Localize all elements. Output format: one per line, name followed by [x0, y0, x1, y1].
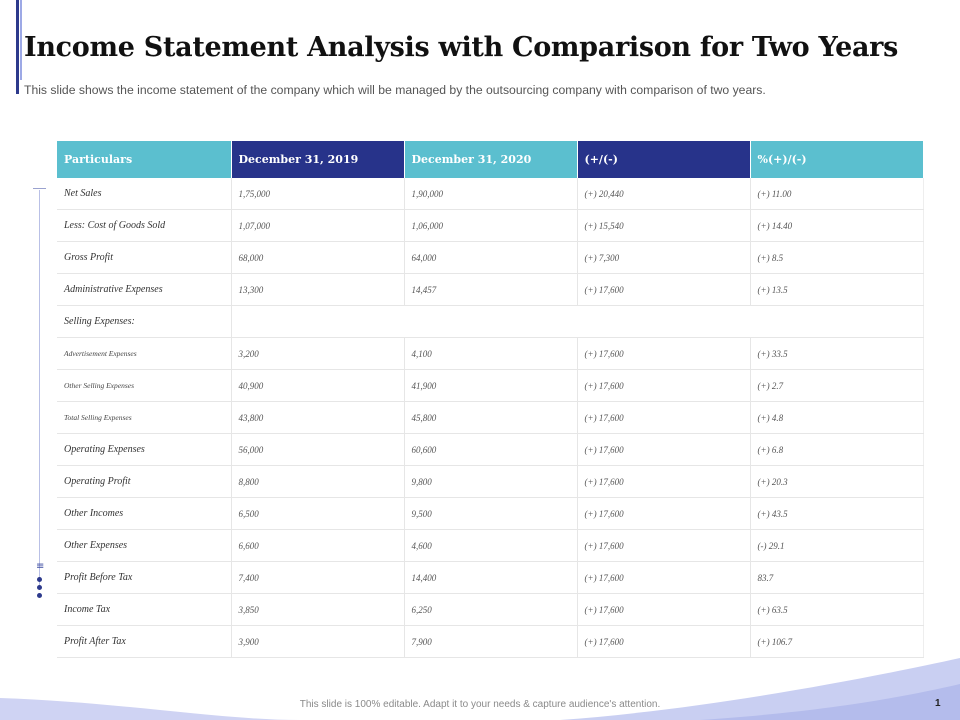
table-row [57, 370, 923, 402]
value-change: (+) 17,600 [577, 338, 750, 370]
value-2020: 4,600 [404, 530, 577, 562]
value-2019: 68,000 [231, 242, 404, 274]
side-decor-line [39, 190, 40, 590]
value-2019: 3,900 [231, 626, 404, 658]
value-percent: 83.7 [750, 562, 923, 594]
row-label: Profit After Tax [57, 626, 231, 658]
value-2019: 40,900 [231, 370, 404, 402]
row-label: Profit Before Tax [57, 562, 231, 594]
table-row [57, 178, 923, 210]
row-label: Operating Profit [57, 466, 231, 498]
value-2019: 3,850 [231, 594, 404, 626]
section-empty-cell [231, 306, 923, 338]
table-row [57, 562, 923, 594]
header-percent-change: %(+)/(-) [750, 141, 923, 178]
value-percent: (+) 13.5 [750, 274, 923, 306]
value-percent: (+) 11.00 [750, 178, 923, 210]
side-line-cap [33, 188, 46, 189]
value-percent: (+) 20.3 [750, 466, 923, 498]
title-accent-bar-light [20, 0, 22, 80]
value-change: (+) 17,600 [577, 594, 750, 626]
row-label: Operating Expenses [57, 434, 231, 466]
table-row [57, 338, 923, 370]
value-2019: 3,200 [231, 338, 404, 370]
row-label: Net Sales [57, 178, 231, 210]
value-percent: (+) 8.5 [750, 242, 923, 274]
value-2019: 6,600 [231, 530, 404, 562]
value-percent: (+) 63.5 [750, 594, 923, 626]
value-change: (+) 17,600 [577, 498, 750, 530]
value-change: (+) 17,600 [577, 434, 750, 466]
slide-title: Income Statement Analysis with Comparison for Two Years [24, 32, 899, 63]
table-row [57, 466, 923, 498]
value-change: (+) 17,600 [577, 562, 750, 594]
row-label: Advertisement Expenses [57, 338, 231, 370]
value-2020: 60,600 [404, 434, 577, 466]
value-2020: 14,457 [404, 274, 577, 306]
value-2019: 7,400 [231, 562, 404, 594]
row-label: Less: Cost of Goods Sold [57, 210, 231, 242]
header-particulars: Particulars [57, 141, 231, 178]
value-2019: 6,500 [231, 498, 404, 530]
menu-icon: ≡ [36, 561, 45, 572]
table-row [57, 498, 923, 530]
value-percent: (+) 2.7 [750, 370, 923, 402]
header-dec-2019: December 31, 2019 [231, 141, 404, 178]
value-percent: (+) 33.5 [750, 338, 923, 370]
row-label: Other Expenses [57, 530, 231, 562]
page-number: 1 [935, 698, 941, 709]
table-row [57, 594, 923, 626]
value-2020: 45,800 [404, 402, 577, 434]
header-change: (+/(-) [577, 141, 750, 178]
value-percent: (+) 14.40 [750, 210, 923, 242]
table-row [57, 434, 923, 466]
value-change: (+) 7,300 [577, 242, 750, 274]
value-2019: 43,800 [231, 402, 404, 434]
table-row [57, 210, 923, 242]
value-change: (+) 17,600 [577, 530, 750, 562]
value-2020: 41,900 [404, 370, 577, 402]
value-2019: 1,07,000 [231, 210, 404, 242]
table-row [57, 530, 923, 562]
value-2020: 64,000 [404, 242, 577, 274]
value-change: (+) 20,440 [577, 178, 750, 210]
footer-note: This slide is 100% editable. Adapt it to your needs & capture audience's attention. [299, 699, 661, 710]
value-2020: 14,400 [404, 562, 577, 594]
value-2020: 6,250 [404, 594, 577, 626]
value-2020: 7,900 [404, 626, 577, 658]
value-2020: 9,500 [404, 498, 577, 530]
table-row [57, 274, 923, 306]
value-2019: 56,000 [231, 434, 404, 466]
value-percent: (-) 29.1 [750, 530, 923, 562]
table-row-section [57, 306, 923, 338]
row-label: Other Selling Expenses [57, 370, 231, 402]
value-2020: 1,06,000 [404, 210, 577, 242]
row-label: Income Tax [57, 594, 231, 626]
value-percent: (+) 43.5 [750, 498, 923, 530]
value-percent: (+) 6.8 [750, 434, 923, 466]
row-label: Other Incomes [57, 498, 231, 530]
value-2020: 9,800 [404, 466, 577, 498]
row-label: Administrative Expenses [57, 274, 231, 306]
table-header-row [57, 141, 923, 178]
value-2019: 13,300 [231, 274, 404, 306]
value-change: (+) 17,600 [577, 626, 750, 658]
value-2019: 1,75,000 [231, 178, 404, 210]
row-label: Gross Profit [57, 242, 231, 274]
value-change: (+) 17,600 [577, 370, 750, 402]
value-percent: (+) 106.7 [750, 626, 923, 658]
value-change: (+) 17,600 [577, 466, 750, 498]
slide-subtitle: This slide shows the income statement of the company which will be managed by the outsourcing company with comparison of two years. [24, 83, 766, 97]
value-2020: 4,100 [404, 338, 577, 370]
section-label-selling-expenses: Selling Expenses: [57, 306, 231, 338]
value-change: (+) 15,540 [577, 210, 750, 242]
income-statement-table [57, 141, 924, 658]
header-dec-2020: December 31, 2020 [404, 141, 577, 178]
table-row [57, 402, 923, 434]
row-label: Total Selling Expenses [57, 402, 231, 434]
value-2020: 1,90,000 [404, 178, 577, 210]
table-row [57, 242, 923, 274]
value-change: (+) 17,600 [577, 402, 750, 434]
dots-icon [37, 577, 42, 601]
value-change: (+) 17,600 [577, 274, 750, 306]
value-percent: (+) 4.8 [750, 402, 923, 434]
title-accent-bar [16, 0, 19, 94]
value-2019: 8,800 [231, 466, 404, 498]
